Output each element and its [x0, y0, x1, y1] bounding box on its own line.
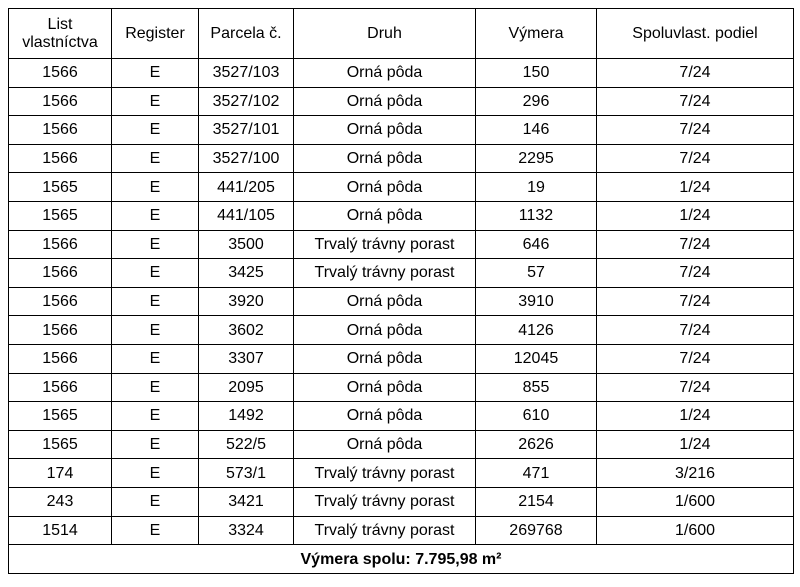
table-row [9, 59, 794, 88]
cell-vymera: 12045 [476, 344, 597, 373]
table-body [9, 59, 794, 545]
cell-vymera: 646 [476, 230, 597, 259]
cell-parcela: 1492 [199, 402, 294, 431]
cell-parcela: 3421 [199, 487, 294, 516]
parcel-table-container [8, 8, 793, 574]
table-header [9, 9, 794, 59]
cell-list-vlastnictva: 1566 [9, 87, 112, 116]
cell-register: E [112, 487, 199, 516]
cell-register: E [112, 59, 199, 88]
cell-druh: Orná pôda [294, 430, 476, 459]
cell-register: E [112, 402, 199, 431]
cell-druh: Trvalý trávny porast [294, 459, 476, 488]
cell-list-vlastnictva: 243 [9, 487, 112, 516]
cell-vymera: 610 [476, 402, 597, 431]
cell-vymera: 2154 [476, 487, 597, 516]
cell-register: E [112, 144, 199, 173]
cell-podiel: 7/24 [597, 230, 794, 259]
cell-parcela: 3425 [199, 259, 294, 288]
cell-register: E [112, 316, 199, 345]
header-vymera: Výmera [476, 9, 597, 59]
cell-list-vlastnictva: 1566 [9, 373, 112, 402]
cell-druh: Orná pôda [294, 201, 476, 230]
cell-podiel: 1/24 [597, 430, 794, 459]
cell-register: E [112, 116, 199, 145]
cell-list-vlastnictva: 1565 [9, 173, 112, 202]
cell-podiel: 1/600 [597, 516, 794, 545]
cell-parcela: 3602 [199, 316, 294, 345]
table-row [9, 116, 794, 145]
cell-vymera: 855 [476, 373, 597, 402]
cell-vymera: 471 [476, 459, 597, 488]
cell-list-vlastnictva: 1566 [9, 344, 112, 373]
table-row [9, 487, 794, 516]
table-row [9, 287, 794, 316]
cell-parcela: 3500 [199, 230, 294, 259]
table-row [9, 430, 794, 459]
cell-podiel: 7/24 [597, 287, 794, 316]
cell-vymera: 2295 [476, 144, 597, 173]
cell-druh: Orná pôda [294, 59, 476, 88]
cell-druh: Orná pôda [294, 344, 476, 373]
table-row [9, 402, 794, 431]
table-row [9, 373, 794, 402]
cell-register: E [112, 516, 199, 545]
cell-list-vlastnictva: 1565 [9, 430, 112, 459]
cell-druh: Orná pôda [294, 87, 476, 116]
cell-parcela: 3527/101 [199, 116, 294, 145]
cell-podiel: 1/24 [597, 201, 794, 230]
cell-list-vlastnictva: 1566 [9, 59, 112, 88]
cell-druh: Trvalý trávny porast [294, 259, 476, 288]
cell-register: E [112, 230, 199, 259]
cell-podiel: 7/24 [597, 144, 794, 173]
cell-druh: Orná pôda [294, 402, 476, 431]
header-spoluvlast-podiel: Spoluvlast. podiel [597, 9, 794, 59]
cell-list-vlastnictva: 1566 [9, 144, 112, 173]
cell-druh: Trvalý trávny porast [294, 230, 476, 259]
table-row [9, 459, 794, 488]
cell-podiel: 7/24 [597, 87, 794, 116]
cell-register: E [112, 459, 199, 488]
table-row [9, 201, 794, 230]
cell-list-vlastnictva: 1514 [9, 516, 112, 545]
total-area: Výmera spolu: 7.795,98 m² [9, 545, 794, 574]
cell-register: E [112, 344, 199, 373]
cell-list-vlastnictva: 1566 [9, 116, 112, 145]
cell-register: E [112, 287, 199, 316]
table-row [9, 87, 794, 116]
cell-list-vlastnictva: 1566 [9, 287, 112, 316]
cell-druh: Orná pôda [294, 287, 476, 316]
cell-list-vlastnictva: 1566 [9, 259, 112, 288]
table-footer [9, 545, 794, 574]
cell-podiel: 7/24 [597, 259, 794, 288]
cell-podiel: 7/24 [597, 373, 794, 402]
table-row [9, 259, 794, 288]
cell-podiel: 1/600 [597, 487, 794, 516]
cell-register: E [112, 173, 199, 202]
cell-druh: Trvalý trávny porast [294, 487, 476, 516]
cell-list-vlastnictva: 1565 [9, 201, 112, 230]
cell-parcela: 3920 [199, 287, 294, 316]
cell-list-vlastnictva: 174 [9, 459, 112, 488]
cell-vymera: 1132 [476, 201, 597, 230]
header-parcela: Parcela č. [199, 9, 294, 59]
cell-druh: Orná pôda [294, 316, 476, 345]
total-row [9, 545, 794, 574]
cell-vymera: 146 [476, 116, 597, 145]
cell-parcela: 522/5 [199, 430, 294, 459]
table-row [9, 173, 794, 202]
cell-register: E [112, 430, 199, 459]
cell-parcela: 3527/102 [199, 87, 294, 116]
cell-vymera: 150 [476, 59, 597, 88]
cell-podiel: 3/216 [597, 459, 794, 488]
header-list-vlastnictva: List vlastníctva [9, 9, 112, 59]
cell-register: E [112, 373, 199, 402]
cell-druh: Trvalý trávny porast [294, 516, 476, 545]
cell-vymera: 3910 [476, 287, 597, 316]
cell-vymera: 296 [476, 87, 597, 116]
cell-druh: Orná pôda [294, 373, 476, 402]
cell-parcela: 441/205 [199, 173, 294, 202]
cell-register: E [112, 87, 199, 116]
cell-parcela: 3324 [199, 516, 294, 545]
cell-druh: Orná pôda [294, 144, 476, 173]
cell-parcela: 441/105 [199, 201, 294, 230]
cell-list-vlastnictva: 1566 [9, 230, 112, 259]
cell-parcela: 573/1 [199, 459, 294, 488]
cell-vymera: 269768 [476, 516, 597, 545]
cell-vymera: 19 [476, 173, 597, 202]
cell-druh: Orná pôda [294, 173, 476, 202]
cell-podiel: 7/24 [597, 59, 794, 88]
cell-podiel: 7/24 [597, 316, 794, 345]
parcel-table [8, 8, 794, 574]
header-druh: Druh [294, 9, 476, 59]
cell-register: E [112, 201, 199, 230]
table-row [9, 516, 794, 545]
table-row [9, 144, 794, 173]
table-row [9, 316, 794, 345]
header-row [9, 9, 794, 59]
cell-list-vlastnictva: 1565 [9, 402, 112, 431]
cell-druh: Orná pôda [294, 116, 476, 145]
cell-vymera: 4126 [476, 316, 597, 345]
cell-podiel: 7/24 [597, 344, 794, 373]
cell-vymera: 57 [476, 259, 597, 288]
table-row [9, 344, 794, 373]
cell-podiel: 1/24 [597, 402, 794, 431]
cell-parcela: 3307 [199, 344, 294, 373]
cell-parcela: 2095 [199, 373, 294, 402]
cell-parcela: 3527/103 [199, 59, 294, 88]
table-row [9, 230, 794, 259]
cell-parcela: 3527/100 [199, 144, 294, 173]
cell-podiel: 1/24 [597, 173, 794, 202]
header-register: Register [112, 9, 199, 59]
cell-list-vlastnictva: 1566 [9, 316, 112, 345]
cell-register: E [112, 259, 199, 288]
cell-vymera: 2626 [476, 430, 597, 459]
cell-podiel: 7/24 [597, 116, 794, 145]
